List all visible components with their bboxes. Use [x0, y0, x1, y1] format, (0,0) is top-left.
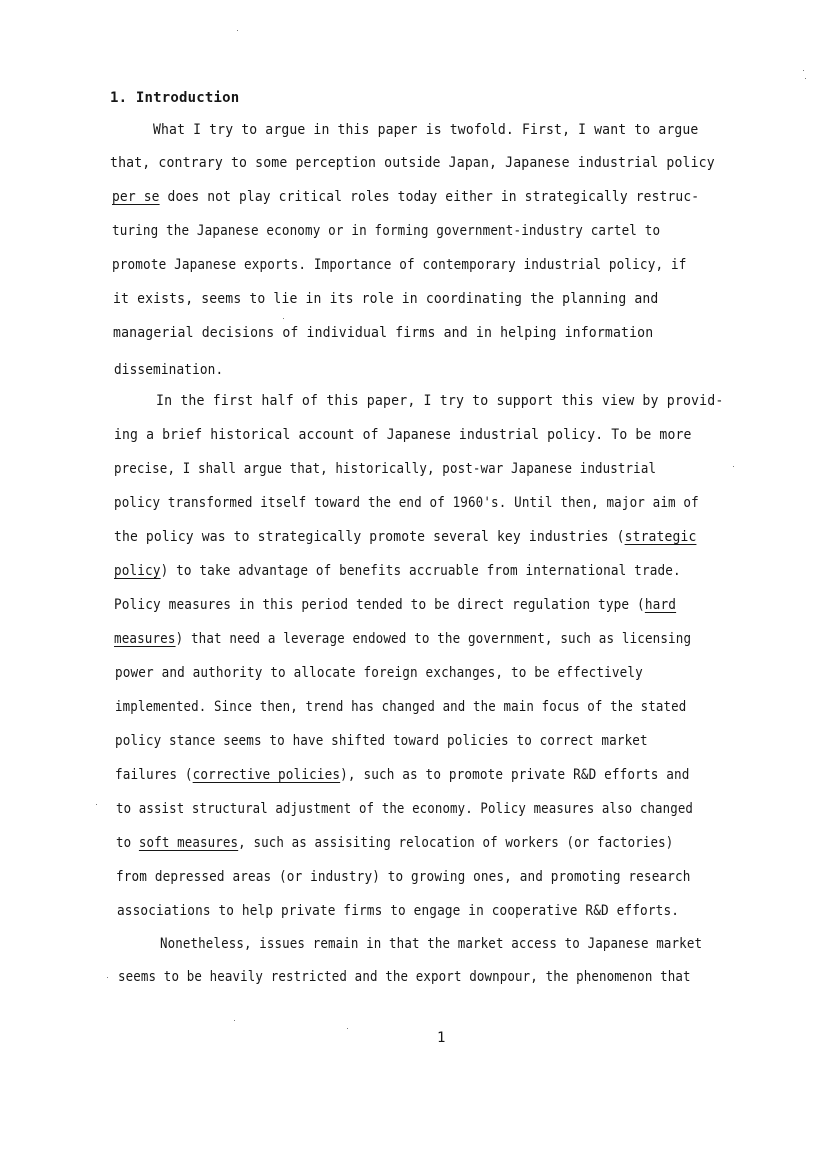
underlined-term: policy — [114, 563, 161, 579]
text-line: to soft measures, such as assisiting relocation of workers (or factories) — [116, 835, 674, 851]
text-line: turing the Japanese economy or in forming government-industry cartel to — [112, 223, 661, 239]
underlined-term: measures — [114, 631, 176, 647]
page-number: 1 — [437, 1030, 446, 1046]
text-line: implemented. Since then, trend has changed and the main focus of the stated — [115, 699, 687, 715]
text-line: from depressed areas (or industry) to growing ones, and promoting research — [116, 869, 691, 885]
scan-speck — [107, 977, 108, 978]
scan-speck — [803, 70, 804, 71]
text-line: policy) to take advantage of benefits accruable from international trade. — [114, 563, 681, 579]
scan-speck — [347, 1028, 348, 1029]
text-line: seems to be heavily restricted and the export downpour, the phenomenon that — [118, 969, 691, 985]
text-line: What I try to argue in this paper is twofold. First, I want to argue — [153, 122, 699, 138]
text-line: failures (corrective policies), such as to promote private R&D efforts and — [115, 767, 690, 783]
scan-speck — [237, 30, 238, 31]
text-line: associations to help private firms to engage in cooperative R&D efforts. — [117, 903, 680, 919]
text-line: policy transformed itself toward the end of 1960's. Until then, major aim of — [114, 495, 699, 511]
text-line: managerial decisions of individual firms and in helping information — [113, 325, 654, 341]
text-line: it exists, seems to lie in its role in coordinating the planning and — [113, 291, 659, 307]
text-line: to assist structural adjustment of the economy. Policy measures also changed — [116, 801, 694, 817]
text-line: precise, I shall argue that, historically, post-war Japanese industrial — [114, 461, 657, 477]
underlined-term: soft measures — [138, 835, 239, 851]
section-heading: 1. Introduction — [110, 90, 240, 106]
scan-speck — [733, 466, 734, 467]
text-line: Policy measures in this period tended to be direct regulation type (hard — [114, 597, 677, 613]
text-line: promote Japanese exports. Importance of contemporary industrial policy, if — [112, 257, 687, 273]
underlined-term: corrective policies — [192, 767, 341, 783]
text-line: that, contrary to some perception outside Japan, Japanese industrial policy — [110, 155, 715, 171]
text-line: In the first half of this paper, I try to support this view by provid- — [156, 393, 724, 409]
scan-speck — [283, 318, 284, 319]
text-line: power and authority to allocate foreign exchanges, to be effectively — [115, 665, 643, 681]
scan-speck — [234, 1020, 235, 1021]
text-line: ing a brief historical account of Japanese industrial policy. To be more — [114, 427, 692, 443]
text-line: dissemination. — [114, 362, 224, 378]
underlined-term: per se — [112, 189, 160, 205]
text-line: per se does not play critical roles today either in strategically restruc- — [112, 189, 700, 205]
text-line: the policy was to strategically promote several key industries (strategic — [114, 529, 697, 545]
text-line: measures) that need a leverage endowed to the government, such as licensing — [114, 631, 692, 647]
scan-speck — [805, 78, 806, 79]
scan-speck — [96, 804, 97, 805]
text-line: Nonetheless, issues remain in that the market access to Japanese market — [160, 936, 703, 952]
text-line: policy stance seems to have shifted toward policies to correct market — [115, 733, 648, 749]
underlined-term: strategic — [624, 529, 697, 545]
underlined-term: hard — [644, 597, 677, 613]
